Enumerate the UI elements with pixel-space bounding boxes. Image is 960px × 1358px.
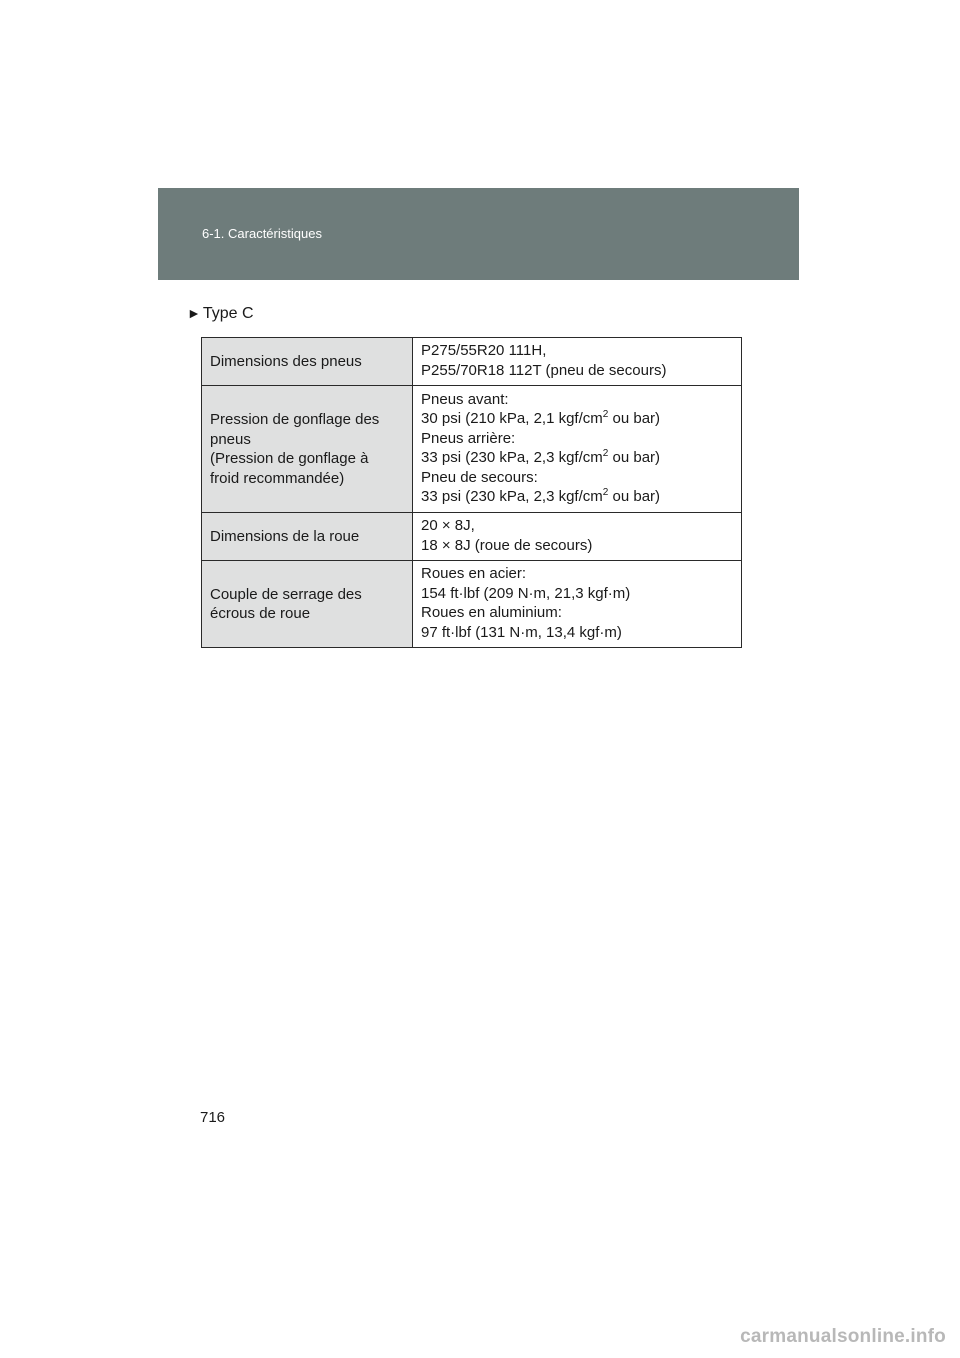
value-text: 33 psi (230 kPa, 2,3 kgf/cm [421, 488, 603, 505]
row-label-line: Dimensions de la roue [210, 527, 360, 545]
row-label-line: Couple de serrage des [210, 585, 362, 603]
row-value-line [421, 409, 733, 429]
table-row [202, 513, 742, 561]
row-value-line: Pneus arrière: [421, 429, 516, 447]
row-value-line [421, 448, 733, 468]
triangle-bullet-icon: ► [187, 305, 201, 321]
row-value-line: Pneus avant: [421, 390, 509, 408]
row-label-line: (Pression de gonflage à [210, 450, 369, 467]
type-title: Type C [202, 305, 254, 322]
row-value-line: P255/70R18 112T (pneu de secours) [421, 361, 667, 379]
row-value-cell [413, 386, 742, 513]
value-text: ou bar) [608, 410, 661, 427]
row-value-line: 97 ft·lbf (131 N·m, 13,4 kgf·m) [421, 623, 622, 641]
row-label-line: Pression de gonflage des [210, 411, 380, 428]
row-value-line: P275/55R20 111H, [421, 342, 547, 359]
table-row [202, 561, 742, 648]
chapter-header-band [158, 188, 799, 280]
row-value-line: 18 × 8J (roue de secours) [421, 536, 593, 554]
row-label-cell [202, 338, 413, 386]
table-row [202, 386, 742, 513]
superscript: 2 [602, 487, 609, 498]
row-value-cell [413, 561, 742, 648]
row-label-line: pneus [210, 430, 251, 448]
row-label-cell [202, 561, 413, 648]
page-number: 716 [200, 1109, 226, 1126]
row-label-line: froid recommandée) [210, 469, 345, 487]
watermark: carmanualsonline.info [740, 1326, 946, 1347]
row-value-line: Roues en acier: [421, 565, 527, 582]
row-label-line: écrous de roue [210, 605, 311, 622]
row-value-line [421, 487, 733, 507]
row-value-cell [413, 338, 742, 386]
row-value-line: 20 × 8J, [421, 517, 475, 534]
specification-table [201, 337, 742, 648]
row-value-cell [413, 513, 742, 561]
value-text: ou bar) [608, 449, 661, 466]
value-text: 30 psi (210 kPa, 2,1 kgf/cm [421, 410, 603, 427]
row-label-cell [202, 513, 413, 561]
row-value-line: 154 ft·lbf (209 N·m, 21,3 kgf·m) [421, 584, 631, 602]
value-text: ou bar) [608, 488, 661, 505]
row-label-cell [202, 386, 413, 513]
row-label-line: Dimensions des pneus [210, 352, 362, 370]
type-heading [187, 305, 254, 323]
table-row [202, 338, 742, 386]
value-text: 33 psi (230 kPa, 2,3 kgf/cm [421, 449, 603, 466]
row-value-line: Pneu de secours: [421, 468, 538, 486]
row-value-line: Roues en aluminium: [421, 604, 562, 621]
superscript: 2 [602, 448, 609, 459]
section-label: 6-1. Caractéristiques [202, 226, 322, 241]
superscript: 2 [602, 409, 609, 420]
